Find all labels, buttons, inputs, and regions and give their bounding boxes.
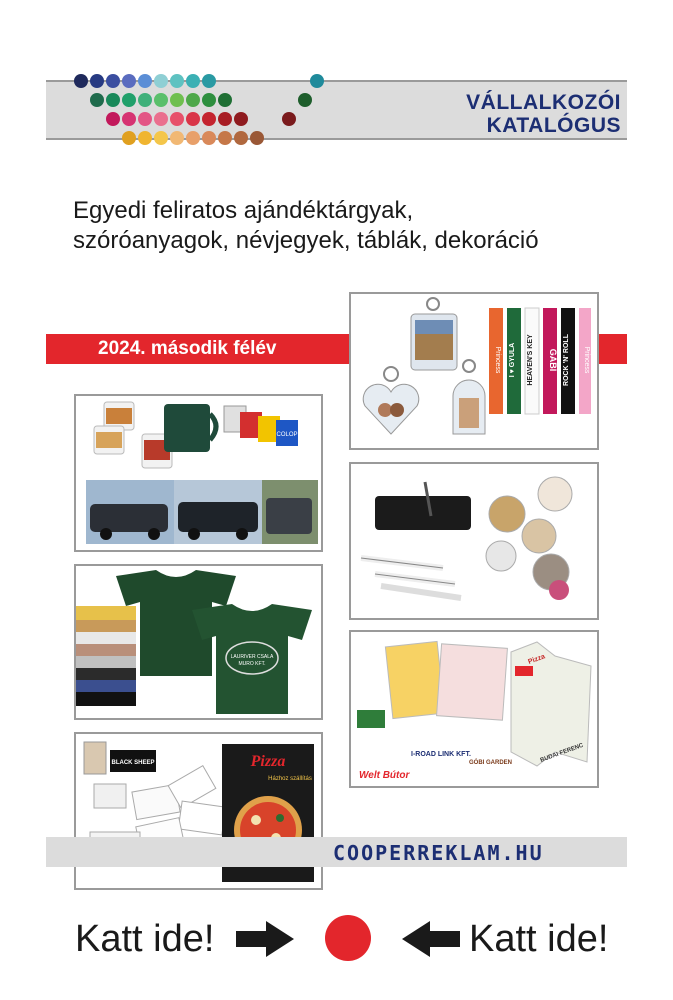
photo-keychains (349, 292, 599, 450)
mugs-vans-illustration (76, 396, 321, 550)
logo-dots (72, 74, 332, 150)
subtitle-line2: szóróanyagok, névjegyek, táblák, dekoráció (73, 227, 539, 254)
logo2-text: GÓBI GARDEN (469, 760, 513, 766)
logo1-text: I-ROAD LINK KFT. (411, 751, 471, 758)
pizza-note-text: Házhoz szállítás (268, 776, 312, 782)
pens-badges-illustration (351, 464, 597, 618)
flyers-illustration (351, 632, 597, 786)
subtitle (73, 196, 633, 256)
logo4-text: Welt Bútor (359, 770, 410, 781)
strap5-text: ROCK 'N' ROLL (563, 334, 570, 386)
katt-ide-left[interactable]: Katt ide! (75, 918, 215, 960)
subtitle-line1: Egyedi feliratos ajándéktárgyak, (73, 197, 414, 224)
katt-ide-right[interactable]: Katt ide! (469, 918, 609, 960)
card-brand1-text: BLACK SHEEP (111, 760, 155, 766)
center-button[interactable] (325, 915, 371, 961)
header-title-line2: KATALÓGUS (486, 114, 621, 137)
arrow-left-icon (402, 921, 460, 957)
header-title-line1: VÁLLALKOZÓI (466, 91, 621, 114)
flyer-title-text: Pizza (527, 653, 547, 666)
photo-tshirts (74, 564, 323, 720)
period-label: 2024. második félév (98, 338, 277, 359)
tshirt-print-line1: LAURIVER CSALA (230, 654, 274, 660)
strap1-text: Princess (494, 346, 501, 374)
strap2-text: I ♥ GYULA (509, 342, 516, 378)
tshirt-print-line2: MURO KFT. (238, 661, 266, 667)
tshirts-illustration (76, 566, 321, 718)
photo-flyers (349, 630, 599, 788)
logo3-text: BUDAI FERENC (539, 742, 585, 764)
strap6-text: Princess (583, 346, 590, 374)
website-link[interactable]: COOPERREKLAM.HU (333, 841, 544, 865)
photo-mugs-vans (74, 394, 323, 552)
arrow-right-icon (236, 921, 294, 957)
strap3-text: HEAVEN'S KEY (527, 334, 534, 386)
photo-pens-badges (349, 462, 599, 620)
keychains-illustration (351, 294, 597, 448)
strap4-text: GABI (548, 348, 558, 372)
pizza-title-text: Pizza (250, 753, 286, 770)
stamp-brand-text: COLOP (276, 432, 298, 438)
